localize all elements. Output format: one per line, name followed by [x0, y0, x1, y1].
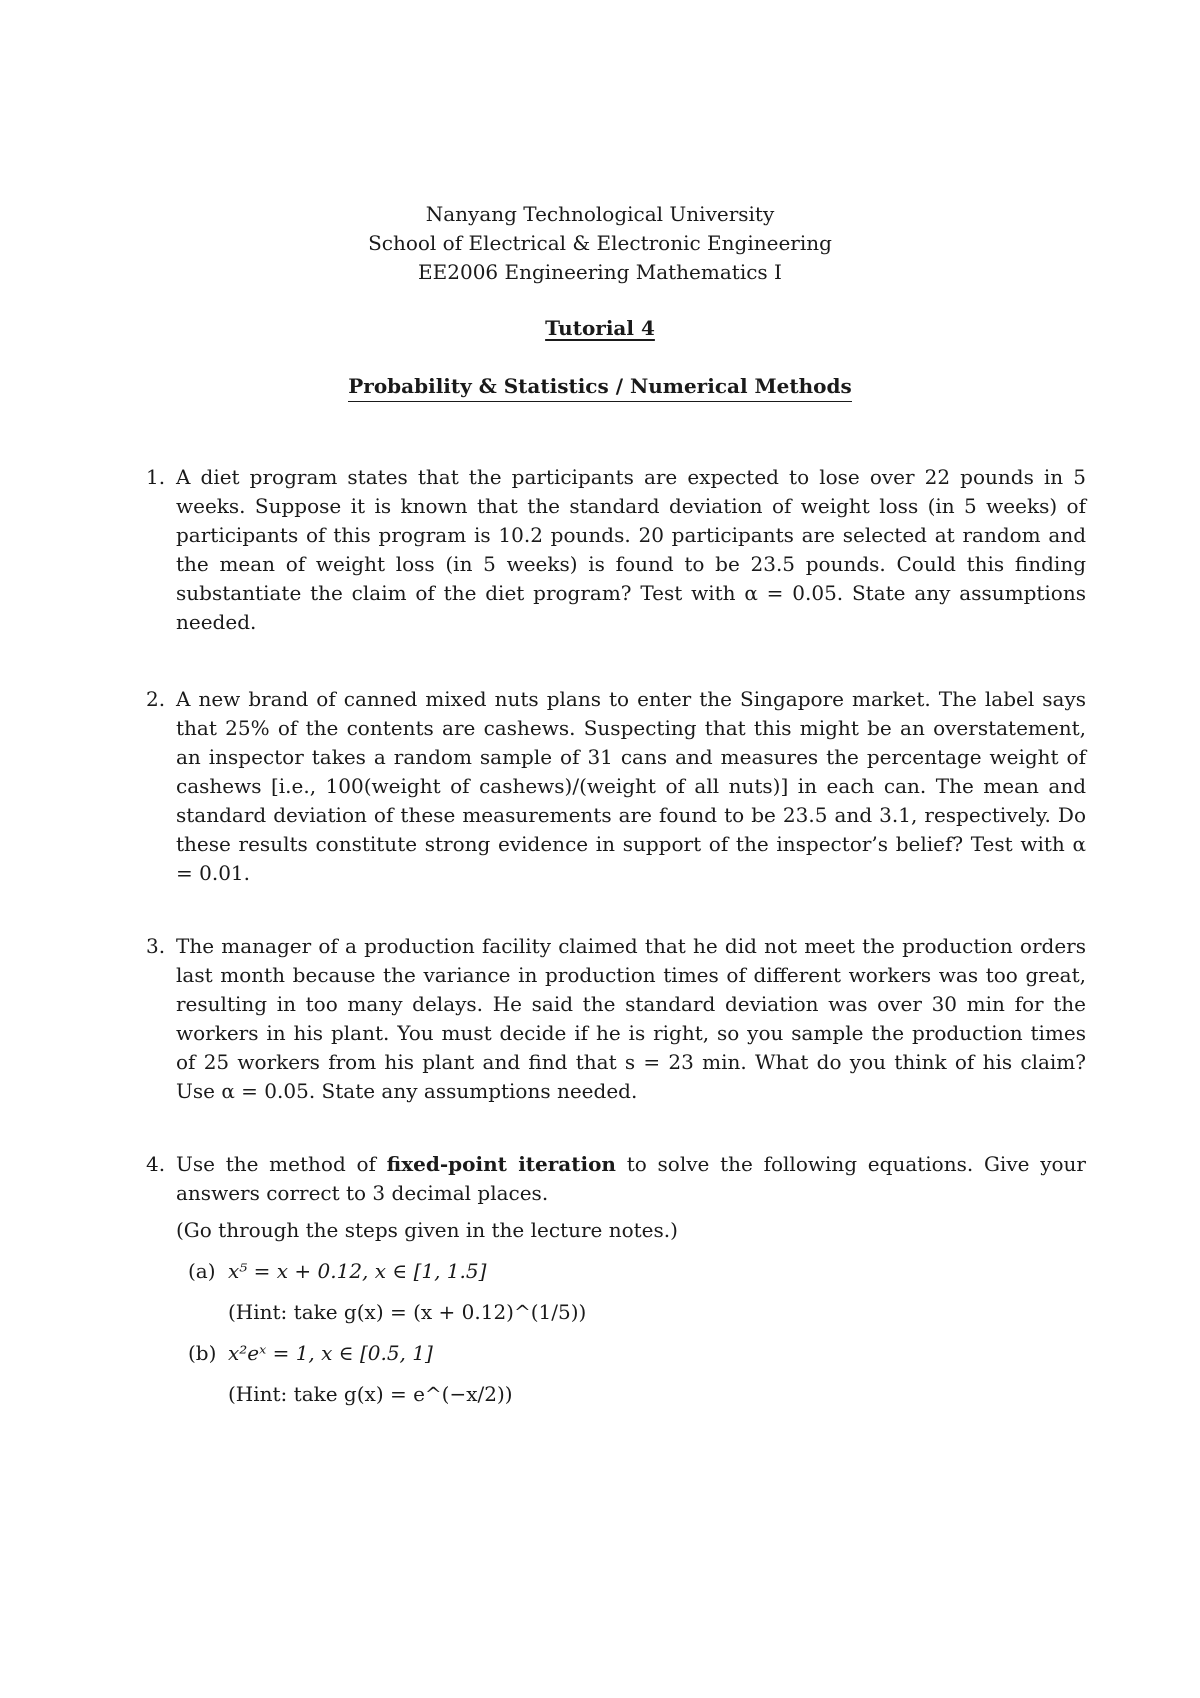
question-text — [176, 1150, 1086, 1208]
school-name: School of Electrical & Electronic Engineering — [368, 231, 832, 255]
method-name: fixed-point iteration — [386, 1152, 616, 1176]
question-1 — [146, 463, 1086, 637]
subject-title-text: Probability & Statistics / Numerical Methods — [348, 374, 852, 402]
question-number: 3. — [146, 934, 166, 958]
question-number: 2. — [146, 687, 166, 711]
question-text: A new brand of canned mixed nuts plans to enter the Singapore market. The label says that 25% of the contents are cashews. Suspecting that this might be an overstatement, an inspector takes a random sample of 31 cans and measures the percentage weight of cashews [i.e., 100(weight of cashews)/(weight of all nuts)] in each can. The mean and standard deviation of these measurements are found to be 23.5 and 3.1, respectively. Do these results constitute strong evidence in support of the inspector’s belief? Test with α = 0.01. — [176, 687, 1086, 885]
question-text-after: to solve the following equations. Give your answers correct to 3 decimal places. — [176, 1152, 1086, 1205]
question-number: 1. — [146, 465, 166, 489]
tutorial-title — [0, 316, 1200, 340]
question-number: 4. — [146, 1152, 166, 1176]
question-text: The manager of a production facility claimed that he did not meet the production orders last month because the variance in production times of different workers was too great, resulting in too many delays. He said the standard deviation was over 30 min for the workers in his plant. You must decide if he is right, so you sample the production times of 25 workers from his plant and find that s = 23 min. What do you think of his claim? Use α = 0.05. State any assumptions needed. — [176, 934, 1086, 1103]
subject-title — [0, 374, 1200, 398]
hint: (Hint: take g(x) = (x + 0.12)^(1/5)) — [228, 1300, 587, 1324]
question-4 — [146, 1150, 1086, 1409]
question-text: A diet program states that the participants are expected to lose over 22 pounds in 5 weeks. Suppose it is known that the standard deviation of weight loss (in 5 weeks) of participants of this program is 10.2 pounds. 20 participants are selected at random and the mean of weight loss (in 5 weeks) is found to be 23.5 pounds. Could this finding substantiate the claim of the diet program? Test with α = 0.05. State any assumptions needed. — [176, 465, 1086, 634]
question-note: (Go through the steps given in the lecture notes.) — [176, 1218, 678, 1242]
sub-question-label: (a) — [188, 1259, 216, 1283]
document-header — [0, 200, 1200, 287]
university-name: Nanyang Technological University — [425, 202, 775, 226]
equation: x²eˣ = 1, x ∈ [0.5, 1] — [228, 1341, 433, 1365]
tutorial-title-text: Tutorial 4 — [545, 316, 655, 340]
question-2 — [146, 685, 1086, 888]
question-text-before: Use the method of — [176, 1152, 387, 1176]
course-name: EE2006 Engineering Mathematics I — [418, 260, 782, 284]
hint: (Hint: take g(x) = e^(−x/2)) — [228, 1382, 513, 1406]
sub-question-b — [176, 1339, 1086, 1409]
equation: x⁵ = x + 0.12, x ∈ [1, 1.5] — [228, 1259, 487, 1283]
sub-question-label: (b) — [188, 1341, 217, 1365]
sub-question-a — [176, 1257, 1086, 1327]
question-3 — [146, 932, 1086, 1106]
